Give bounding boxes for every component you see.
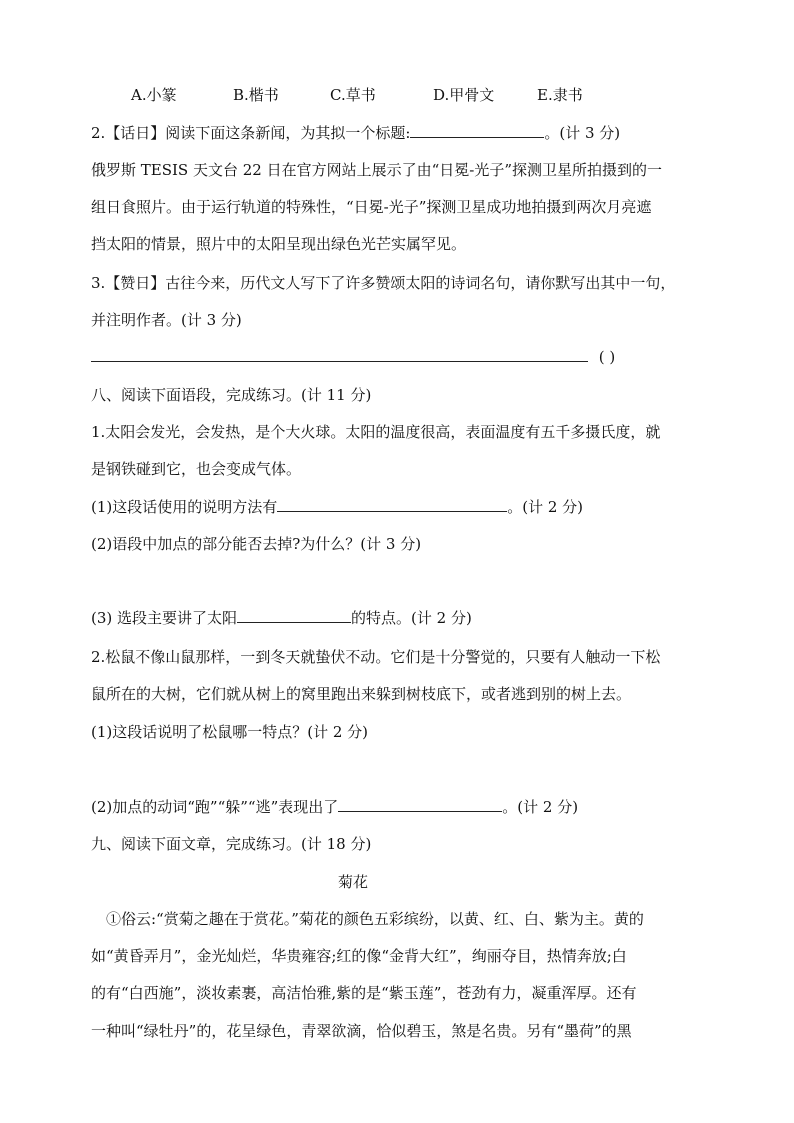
- section8-q5-blank[interactable]: [338, 797, 502, 812]
- option-e: E.隶书: [537, 86, 583, 104]
- section8-q5-line: [91, 797, 578, 817]
- article-para-line-3: 的有“白西施”，淡妆素裹，高洁怡雅,紫的是“紫玉莲”，苍劲有力，凝重浑厚。还有: [91, 984, 637, 1002]
- article-para-line-4: 一种叫“绿牡丹”的，花呈绿色，青翠欲滴，恰似碧玉，煞是名贵。另有“墨荷”的黑: [91, 1022, 632, 1040]
- section8-q5-score: 。(计 2 分): [502, 798, 579, 816]
- q2-prompt: 2.【话日】阅读下面这条新闻，为其拟一个标题:: [91, 124, 411, 142]
- section8-q3-suffix: 的特点。(计 2 分): [351, 609, 472, 627]
- q2-score: 。(计 3 分): [544, 124, 621, 142]
- q3-poem-blank[interactable]: [91, 347, 588, 362]
- section8-p1-line-2: 是钢铁碰到它，也会变成气体。: [91, 460, 302, 478]
- section8-p2-line-1: 2.松鼠不像山鼠那样，一到冬天就蛰伏不动。它们是十分警觉的，只要有人触动一下松: [91, 648, 661, 666]
- section8-p1-line-1: 1.太阳会发光，会发热，是个大火球。太阳的温度很高，表面温度有五千多摄氏度，就: [91, 423, 661, 441]
- q2-title-blank[interactable]: [410, 123, 544, 138]
- option-b: B.楷书: [233, 86, 279, 104]
- section8-q1-prompt: (1)这段话使用的说明方法有: [91, 498, 278, 516]
- q2-prompt-line: [91, 123, 620, 143]
- section8-q3-line: [91, 608, 472, 628]
- section8-p2-line-2: 鼠所在的大树，它们就从树上的窝里跑出来躲到树枝底下，或者逃到别的树上去。: [91, 685, 632, 703]
- section8-q5-prompt: (2)加点的动词“跑”“躲”“逃”表现出了: [91, 798, 339, 816]
- q2-news-line-2: 组日食照片。由于运行轨道的特殊性，“日冕-光子”探测卫星成功地拍摄到两次月亮遮: [91, 198, 652, 216]
- article-para-line-2: 如“黄昏弄月”，金光灿烂，华贵雍容;红的像“金背大红”，绚丽夺目，热情奔放;白: [91, 947, 627, 965]
- q3-line-2: 并注明作者。(计 3 分): [91, 311, 242, 329]
- section8-q3-blank[interactable]: [237, 608, 351, 623]
- q2-news-line-3: 挡太阳的情景，照片中的太阳呈现出绿色光芒实属罕见。: [91, 235, 467, 253]
- option-c: C.草书: [330, 86, 376, 104]
- q3-author-paren: ( ): [598, 348, 616, 366]
- section8-q4: (1)这段话说明了松鼠哪一特点？(计 2 分): [91, 723, 369, 741]
- option-a: A.小篆: [131, 86, 177, 104]
- section8-q1-line: [91, 497, 583, 517]
- section8-q1-score: 。(计 2 分): [507, 498, 584, 516]
- section9-title: 九、阅读下面文章，完成练习。(计 18 分): [91, 835, 372, 853]
- article-title: 菊花: [338, 873, 369, 891]
- q3-answer-line: [91, 347, 615, 367]
- section8-title: 八、阅读下面语段，完成练习。(计 11 分): [91, 386, 372, 404]
- option-d: D.甲骨文: [433, 86, 495, 104]
- section8-q2: (2)语段中加点的部分能否去掉?为什么？(计 3 分): [91, 535, 422, 553]
- section8-q1-blank[interactable]: [277, 497, 507, 512]
- section8-q3-prompt: (3) 选段主要讲了太阳: [91, 609, 238, 627]
- q2-news-line-1: 俄罗斯 TESIS 天文台 22 日在官方网站上展示了由“日冕-光子”探测卫星所拍摄到的一: [91, 161, 662, 179]
- article-para-line-1: ①俗云:“赏菊之趣在于赏花。”菊花的颜色五彩缤纷，以黄、红、白、紫为主。黄的: [106, 910, 644, 928]
- q3-line-1: 3.【赞日】古往今来，历代文人写下了许多赞颂太阳的诗词名句，请你默写出其中一句，: [91, 274, 676, 292]
